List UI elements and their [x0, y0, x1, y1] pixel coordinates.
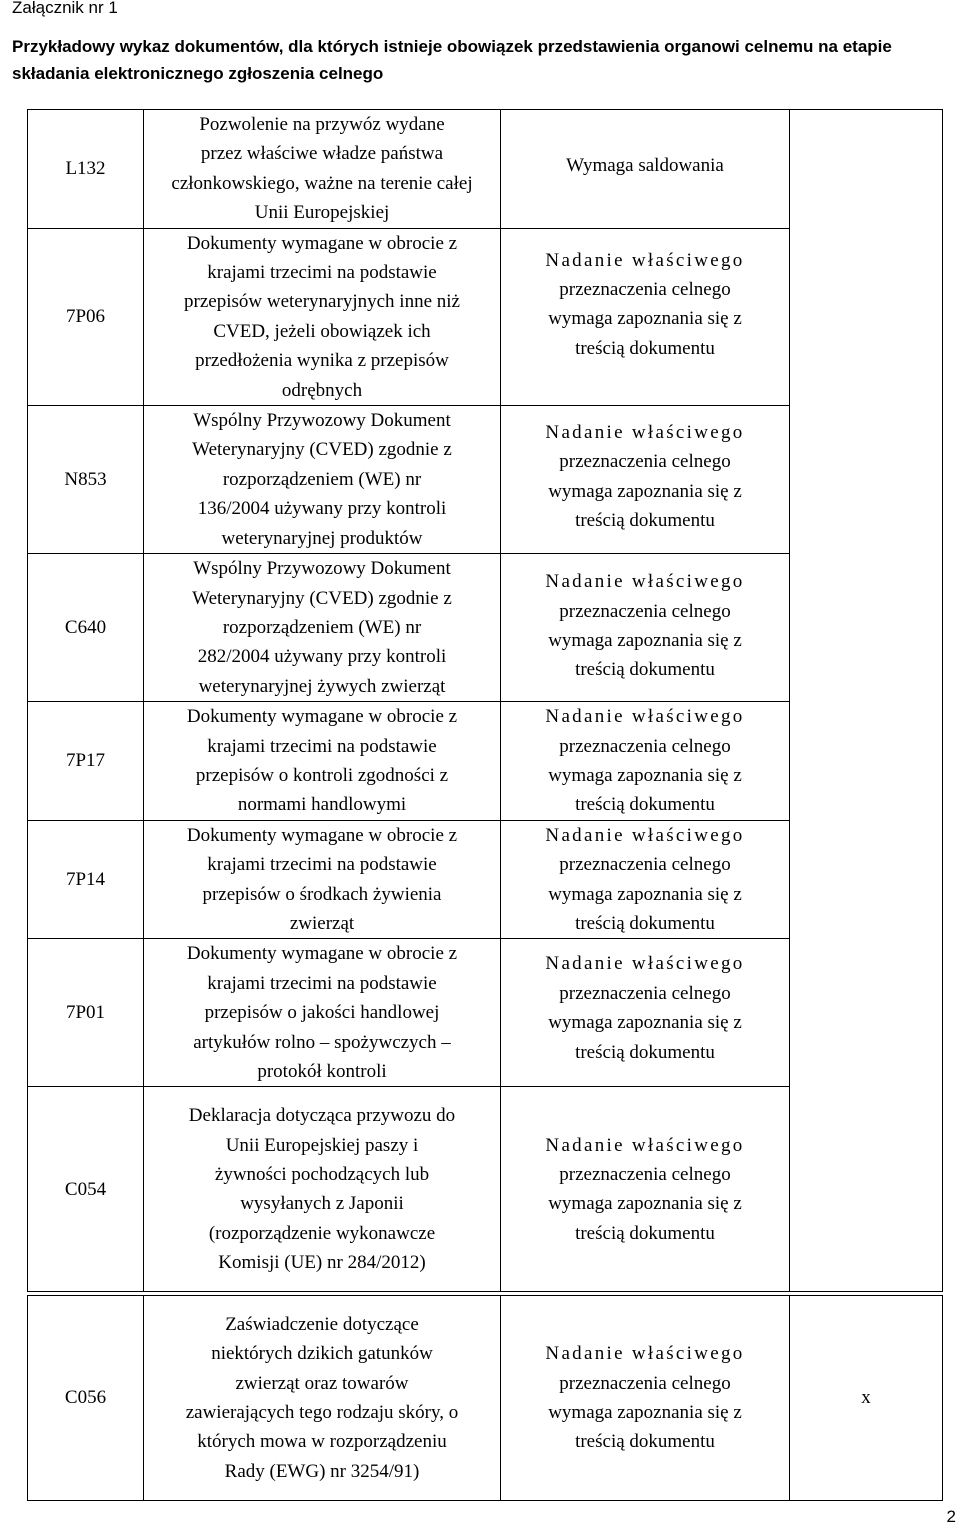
document-description: Dokumenty wymagane w obrocie z krajami trzecimi na podstawie przepisów o środkach żywienia zwierząt [144, 820, 501, 939]
requirement-note: Nadanie właściwego przeznaczenia celnego wymaga zapoznania się z treścią dokumentu [501, 406, 790, 554]
document-code: C056 [28, 1296, 144, 1501]
requirement-note: Nadanie właściwego przeznaczenia celnego wymaga zapoznania się z treścią dokumentu [501, 939, 790, 1087]
page-number: 2 [946, 1507, 956, 1526]
document-description: Deklaracja dotycząca przywozu do Unii Europejskiej paszy i żywności pochodzących lub wysyłanych z Japonii (rozporządzenie wykonawcze Komisji (UE) nr 284/2012) [144, 1087, 501, 1292]
document-description: Dokumenty wymagane w obrocie z krajami trzecimi na podstawie przepisów weterynaryjnych inne niż CVED, jeżeli obowiązek ich przedłożenia wynika z przepisów odrębnych [144, 228, 501, 405]
documents-table-continued [27, 1295, 943, 1501]
extra-mark: x [790, 1296, 943, 1501]
document-code: 7P01 [28, 939, 144, 1087]
document-code: C054 [28, 1087, 144, 1292]
document-code: 7P17 [28, 702, 144, 821]
document-code: N853 [28, 406, 144, 554]
annex-label: Załącznik nr 1 [12, 0, 118, 17]
requirement-note: Nadanie właściwego przeznaczenia celnego wymaga zapoznania się z treścią dokumentu [501, 228, 790, 405]
table-row [28, 110, 943, 229]
table-row [28, 1296, 943, 1501]
document-description: Wspólny Przywozowy Dokument Weterynaryjny (CVED) zgodnie z rozporządzeniem (WE) nr 136/2004 używany przy kontroli weterynaryjnej produktów [144, 406, 501, 554]
requirement-note: Nadanie właściwego przeznaczenia celnego wymaga zapoznania się z treścią dokumentu [501, 820, 790, 939]
requirement-note: Nadanie właściwego przeznaczenia celnego wymaga zapoznania się z treścią dokumentu [501, 1087, 790, 1292]
requirement-note: Nadanie właściwego przeznaczenia celnego wymaga zapoznania się z treścią dokumentu [501, 554, 790, 702]
document-code: C640 [28, 554, 144, 702]
document-description: Dokumenty wymagane w obrocie z krajami trzecimi na podstawie przepisów o jakości handlowej artykułów rolno – spożywczych – protokół kontroli [144, 939, 501, 1087]
requirement-note: Nadanie właściwego przeznaczenia celnego wymaga zapoznania się z treścią dokumentu [501, 1296, 790, 1501]
documents-table [27, 109, 943, 1292]
requirement-note: Nadanie właściwego przeznaczenia celnego wymaga zapoznania się z treścią dokumentu [501, 702, 790, 821]
document-code: 7P06 [28, 228, 144, 405]
document-title: Przykładowy wykaz dokumentów, dla których istnieje obowiązek przedstawienia organowi celnemu na etapie składania elektronicznego zgłoszenia celnego [12, 37, 892, 83]
extra-column-cell [790, 110, 943, 1292]
requirement-note: Wymaga saldowania [501, 110, 790, 229]
document-description: Wspólny Przywozowy Dokument Weterynaryjny (CVED) zgodnie z rozporządzeniem (WE) nr 282/2004 używany przy kontroli weterynaryjnej żywych zwierząt [144, 554, 501, 702]
document-code: 7P14 [28, 820, 144, 939]
document-description: Zaświadczenie dotyczące niektórych dzikich gatunków zwierząt oraz towarów zawierających tego rodzaju skóry, o których mowa w rozporządzeniu Rady (EWG) nr 3254/91) [144, 1296, 501, 1501]
document-description: Pozwolenie na przywóz wydane przez właściwe władze państwa członkowskiego, ważne na terenie całej Unii Europejskiej [144, 110, 501, 229]
document-code: L132 [28, 110, 144, 229]
document-description: Dokumenty wymagane w obrocie z krajami trzecimi na podstawie przepisów o kontroli zgodności z normami handlowymi [144, 702, 501, 821]
